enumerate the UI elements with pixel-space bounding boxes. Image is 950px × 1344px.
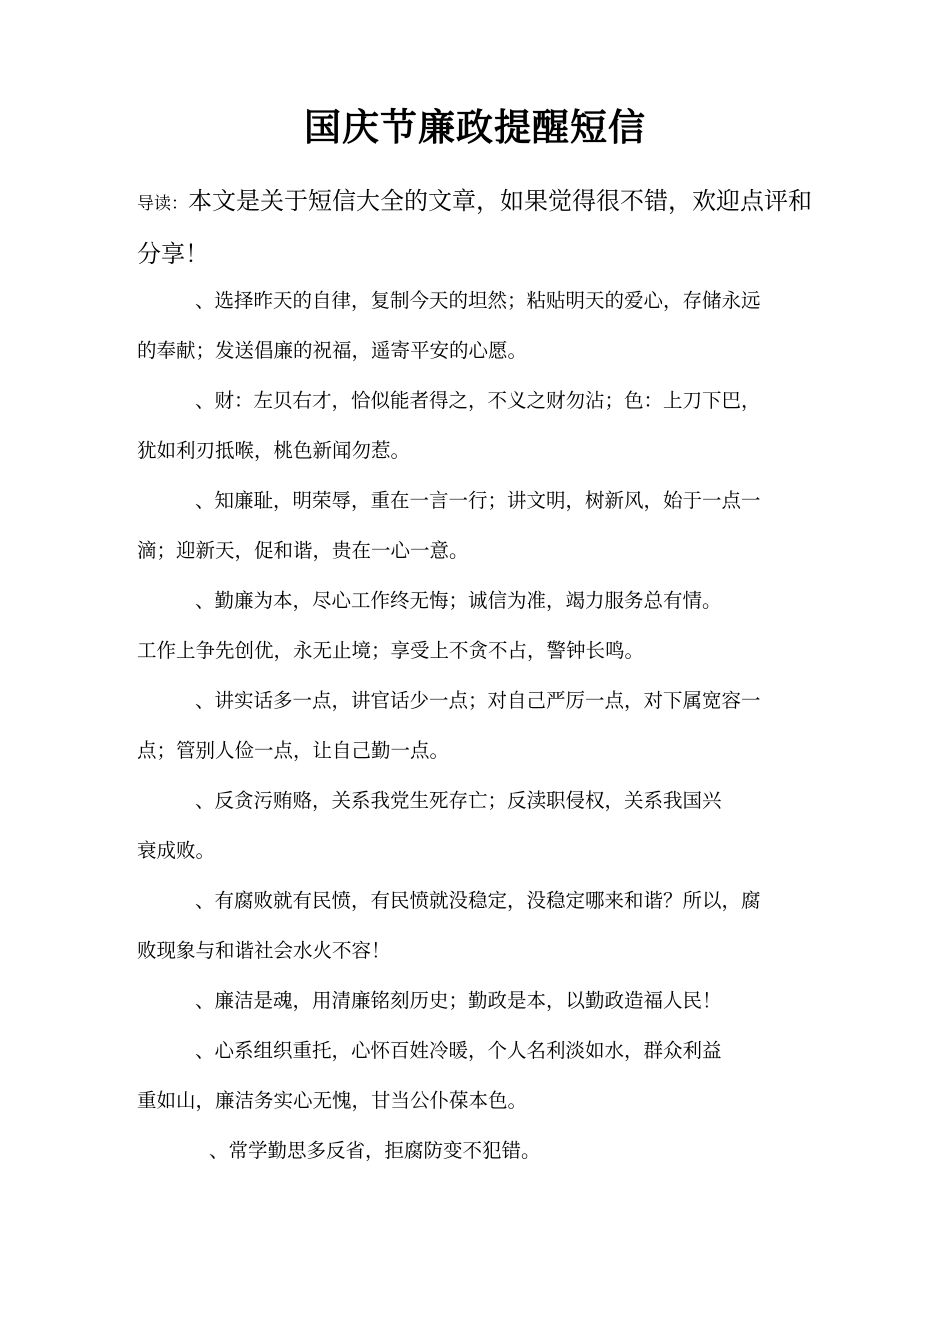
message-paragraph-8	[137, 976, 817, 1026]
paragraph-line: 犹如利刃抵喉，桃色新闻勿惹。	[137, 439, 411, 462]
paragraph-line: 败现象与和谐社会水火不容！	[137, 939, 391, 962]
message-paragraph-3	[137, 476, 817, 576]
paragraph-line: 、反贪污贿赂，关系我党生死存亡；反渎职侵权，关系我国兴	[195, 789, 722, 812]
paragraph-line: 工作上争先创优，永无止境；享受上不贪不占，警钟长鸣。	[137, 639, 645, 662]
paragraph-line: 、心系组织重托，心怀百姓冷暖，个人名利淡如水，群众利益	[195, 1039, 722, 1062]
message-paragraph-4	[137, 576, 817, 676]
document-title: 国庆节廉政提醒短信	[304, 106, 646, 149]
paragraph-line: 点；管别人俭一点，让自己勤一点。	[137, 739, 450, 762]
intro-text: 本文是关于短信大全的文章，如果觉得很不错，欢迎点评和分享！	[137, 187, 812, 268]
paragraph-line: 、勤廉为本，尽心工作终无悔；诚信为准，竭力服务总有情。	[195, 589, 722, 612]
paragraph-line: 、讲实话多一点，讲官话少一点；对自己严厉一点，对下属宽容一	[195, 689, 761, 712]
paragraph-line: 滴；迎新天，促和谐，贵在一心一意。	[137, 539, 469, 562]
intro-lead-label: 导读：	[137, 194, 188, 214]
message-paragraph-7	[137, 876, 817, 976]
paragraph-line: 的奉献；发送倡廉的祝福，遥寄平安的心愿。	[137, 339, 528, 362]
message-paragraph-9	[137, 1026, 817, 1126]
message-paragraph-10	[137, 1126, 817, 1176]
intro-paragraph	[137, 176, 817, 279]
message-paragraph-2	[137, 376, 817, 476]
message-paragraph-1	[137, 276, 817, 376]
paragraph-line: 、常学勤思多反省，拒腐防变不犯错。	[209, 1139, 541, 1162]
paragraph-line: 、知廉耻，明荣辱，重在一言一行；讲文明，树新风，始于一点一	[195, 489, 761, 512]
paragraph-line: 、选择昨天的自律，复制今天的坦然；粘贴明天的爱心，存储永远	[195, 289, 761, 312]
message-paragraph-6	[137, 776, 817, 876]
paragraph-line: 、有腐败就有民愤，有民愤就没稳定，没稳定哪来和谐？所以，腐	[195, 889, 761, 912]
paragraph-line: 、廉洁是魂，用清廉铭刻历史；勤政是本，以勤政造福人民！	[195, 989, 722, 1012]
paragraph-line: 、财：左贝右才，恰似能者得之，不义之财勿沾；色：上刀下巴，	[195, 389, 761, 412]
paragraph-line: 衰成败。	[137, 839, 216, 862]
paragraph-line: 重如山，廉洁务实心无愧，甘当公仆葆本色。	[137, 1089, 528, 1112]
message-paragraph-5	[137, 676, 817, 776]
